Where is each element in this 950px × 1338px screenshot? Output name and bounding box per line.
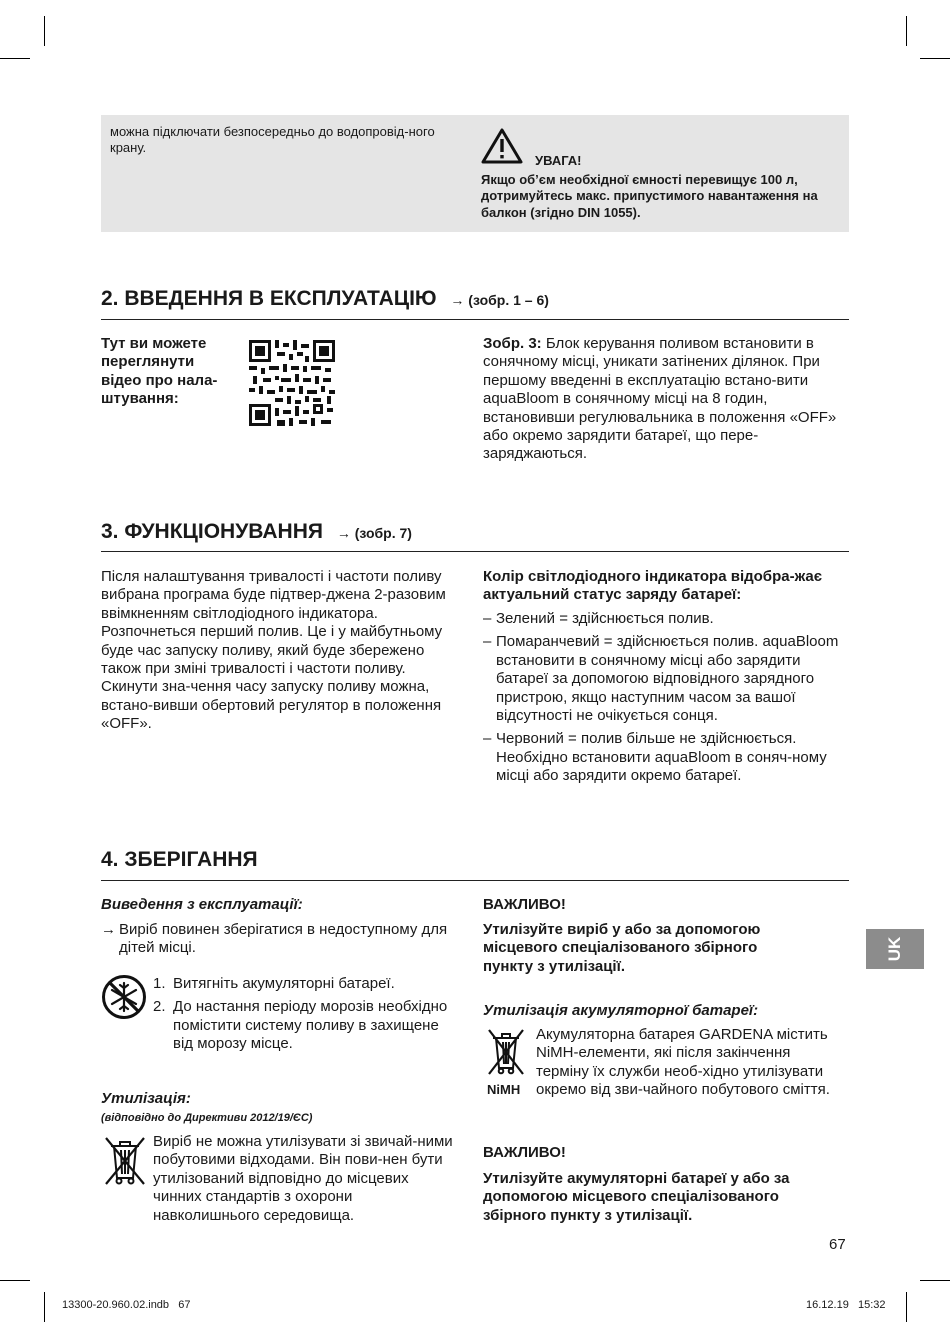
decommission-heading: Виведення з експлуатації: bbox=[101, 896, 303, 913]
storage-steps bbox=[153, 975, 453, 1054]
disposal-heading: Утилізація: bbox=[101, 1090, 191, 1107]
section-2-title: 2. ВВЕДЕННЯ В ЕКСПЛУАТАЦІЮ bbox=[101, 287, 437, 310]
crossed-bin-icon bbox=[101, 1134, 149, 1186]
crop-mark bbox=[920, 58, 950, 59]
section-divider bbox=[101, 319, 849, 320]
list-item: – Помаранчевий = здійснюється полив. aquaBloom встановити в сонячному місці або зарядити батареї за допомогою відповідного зарядного пристрою, якщо наступним часом за вашої відсутності не очікується сонця. bbox=[483, 633, 839, 725]
crossed-bin-icon bbox=[484, 1026, 528, 1076]
fig3-text: Блок керування поливом встановити в сонячному місці, уникати затінених ділянок. При першому введенні в експлуатацію встано-вити aquaBloom в сонячному місці на 8 годин, встановивши регулювальника в положення «OFF» або окремо зарядити батареї, що пере-заряджаються. bbox=[483, 335, 837, 463]
section-2-heading bbox=[101, 287, 549, 311]
function-body: Після налаштування тривалості і частоти поливу вибрана програма буде підтвер-джена 2-разовим ввімкненням світлодіодного індикатора. Розпочнеться перший полив. Це і у майбутньому буде час запуску поливу, який буде збережено також при зміні тривалості і частоти поливу. Скинути зна-чення часу запуску поливу можна, встано-вивши обертовий регулятор в положення «OFF». bbox=[101, 568, 446, 733]
section-3-heading bbox=[101, 520, 412, 544]
crop-mark bbox=[44, 1292, 45, 1322]
warning-title: УВАГА! bbox=[535, 153, 582, 168]
footer-file: 13300-20.960.02.indb 67 bbox=[62, 1299, 191, 1311]
crop-mark bbox=[0, 1280, 30, 1281]
section-3-ref: → (зобр. 7) bbox=[336, 525, 412, 541]
page-number: 67 bbox=[829, 1236, 846, 1253]
crop-mark bbox=[920, 1280, 950, 1281]
no-frost-icon bbox=[101, 974, 147, 1020]
section-2-ref: → (зобр. 1 – 6) bbox=[450, 292, 549, 308]
qr-code-icon bbox=[249, 340, 335, 426]
list-item: – Зелений = здійснюється полив. bbox=[483, 610, 714, 627]
led-heading: Колір світлодіодного індикатора відобра-жає актуальний статус заряду батареї: bbox=[483, 568, 823, 604]
list-item: 2. До настання періоду морозів необхідно помістити систему поливу в захищене від морозу місце. bbox=[153, 998, 448, 1053]
fig3-label: Зобр. 3: bbox=[483, 335, 542, 352]
section-divider bbox=[101, 551, 849, 552]
list-item: 1. Витягніть акумуляторні батареї. bbox=[153, 975, 395, 992]
list-item: – Червоний = полив більше не здійснюється. Необхідно встановити aquaBloom в соняч-ному місці або зарядити окремо батареї. bbox=[483, 730, 827, 785]
decommission-note: → Виріб повинен зберігатися в недоступному для дітей місці. bbox=[101, 921, 448, 957]
section-4-title: 4. ЗБЕРІГАННЯ bbox=[101, 848, 258, 871]
nimh-label: NiMH bbox=[487, 1082, 521, 1097]
crop-mark bbox=[0, 58, 30, 59]
section-4-heading bbox=[101, 848, 258, 872]
disposal-directive: (відповідно до Директиви 2012/19/ЄС) bbox=[101, 1112, 313, 1124]
section-3-title: 3. ФУНКЦІОНУВАННЯ bbox=[101, 520, 323, 543]
battery-text: Акумуляторна батарея GARDENA містить NiMH-елементи, які після закінчення терміну їх служби необ-хідно утилізувати окремо від зви-чайного побутового сміття. bbox=[536, 1026, 830, 1099]
important-label: ВАЖЛИВО! bbox=[483, 896, 566, 913]
important-label: ВАЖЛИВО! bbox=[483, 1144, 566, 1161]
important-text: Утилізуйте акумуляторні батареї у або за допомогою місцевого спеціалізованого збірного пункту з утилізації. bbox=[483, 1170, 790, 1224]
section-divider bbox=[101, 880, 849, 881]
disposal-text: Виріб не можна утилізувати зі звичай-ними побутовими відходами. Він пови-нен бути утилізований відповідно до місцевих чинних стандартів з охорони навколишнього середовища. bbox=[153, 1133, 453, 1224]
important-text: Утилізуйте виріб у або за допомогою місцевого спеціалізованого збірного пункту з утилізації. bbox=[483, 921, 761, 975]
warning-triangle-icon bbox=[481, 128, 523, 164]
language-tab bbox=[866, 929, 924, 969]
warning-text: Якщо об’єм необхідної ємності перевищує 100 л, дотримуйтесь макс. припустимого навантаження на балкон (згідно DIN 1055). bbox=[481, 172, 818, 220]
battery-disposal-heading: Утилізація акумуляторної батареї: bbox=[483, 1002, 759, 1019]
fig3-paragraph bbox=[483, 335, 848, 464]
language-tab-label: UK bbox=[885, 936, 904, 962]
led-list bbox=[483, 610, 848, 786]
crop-mark bbox=[906, 1292, 907, 1322]
video-text: Тут ви можете переглянути відео про нала-штування: bbox=[101, 335, 218, 408]
footer-timestamp: 16.12.19 15:32 bbox=[806, 1299, 886, 1311]
crop-mark bbox=[44, 16, 45, 46]
crop-mark bbox=[906, 16, 907, 46]
intro-continued-text: можна підключати безпосередньо до водопровід-ного крану. bbox=[110, 124, 435, 156]
